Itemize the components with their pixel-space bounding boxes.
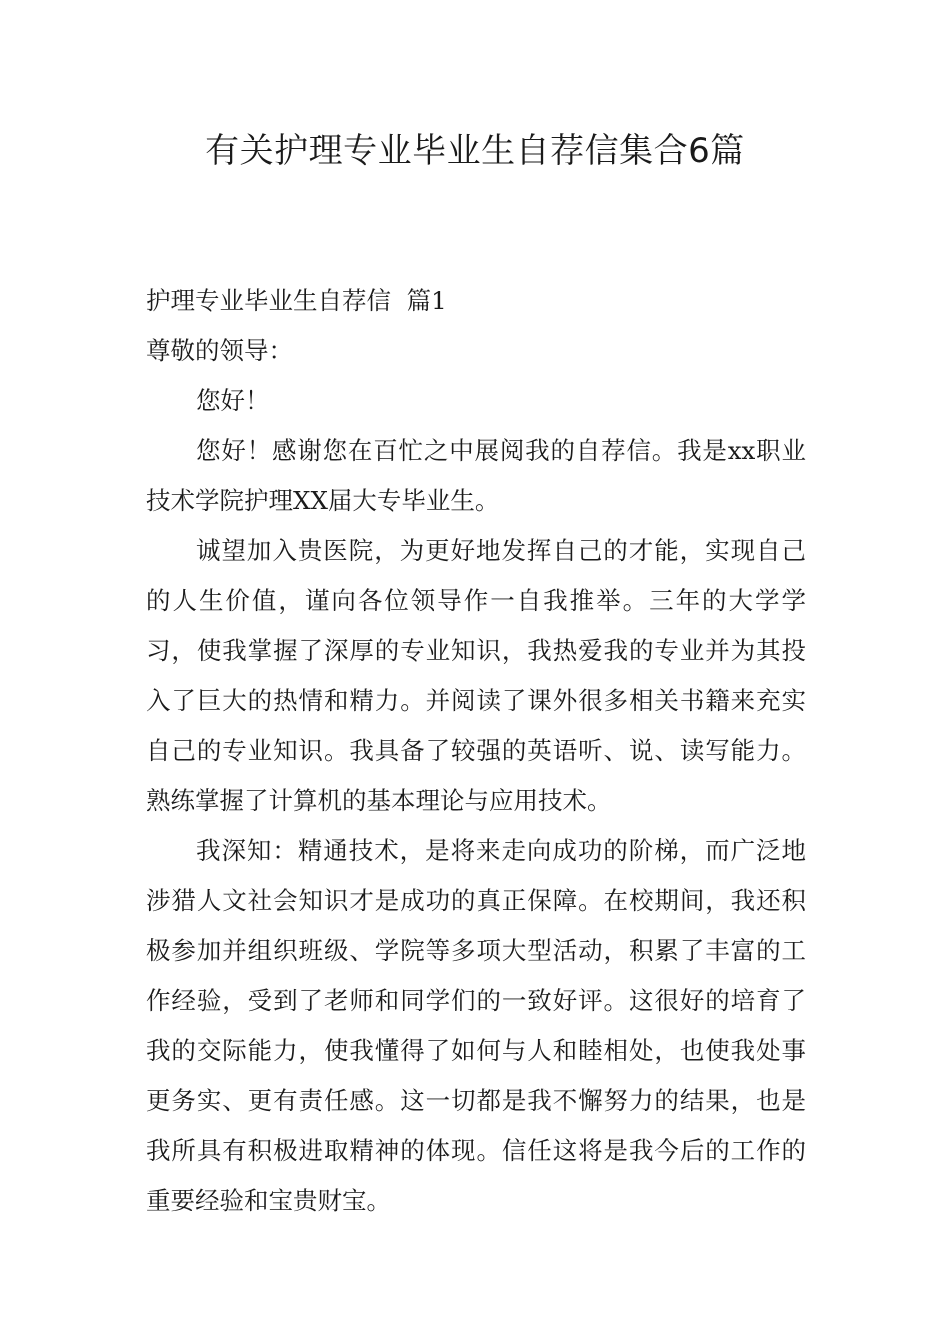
paragraph-introduction: 您好！感谢您在百忙之中展阅我的自荐信。我是xx职业技术学院护理XX届大专毕业生。: [146, 436, 806, 515]
document-body: [146, 276, 806, 1226]
salutation: 尊敬的领导：: [146, 336, 293, 365]
paragraph-experience: 我深知：精通技术，是将来走向成功的阶梯，而广泛地涉猎人文社会知识才是成功的真正保障。在校期间，我还积极参加并组织班级、学院等多项大型活动，积累了丰富的工作经验，受到了老师和同学们的一致好评。这很好的培育了我的交际能力，使我懂得了如何与人和睦相处，也使我处事更务实、更有责任感。这一切都是我不懈努力的结果，也是我所具有积极进取精神的体现。信任这将是我今后的工作的重要经验和宝贵财宝。: [146, 836, 806, 1215]
paragraph-greeting: 您好！: [196, 386, 270, 415]
paragraph-education: 诚望加入贵医院，为更好地发挥自己的才能，实现自己的人生价值，谨向各位领导作一自我推举。三年的大学学习，使我掌握了深厚的专业知识，我热爱我的专业并为其投入了巨大的热情和精力。并阅读了课外很多相关书籍来充实自己的专业知识。我具备了较强的英语听、说、读写能力。熟练掌握了计算机的基本理论与应用技术。: [146, 536, 806, 815]
document-title: 有关护理专业毕业生自荐信集合6篇: [205, 131, 745, 171]
section-heading: 护理专业毕业生自荐信 篇1: [146, 286, 447, 315]
